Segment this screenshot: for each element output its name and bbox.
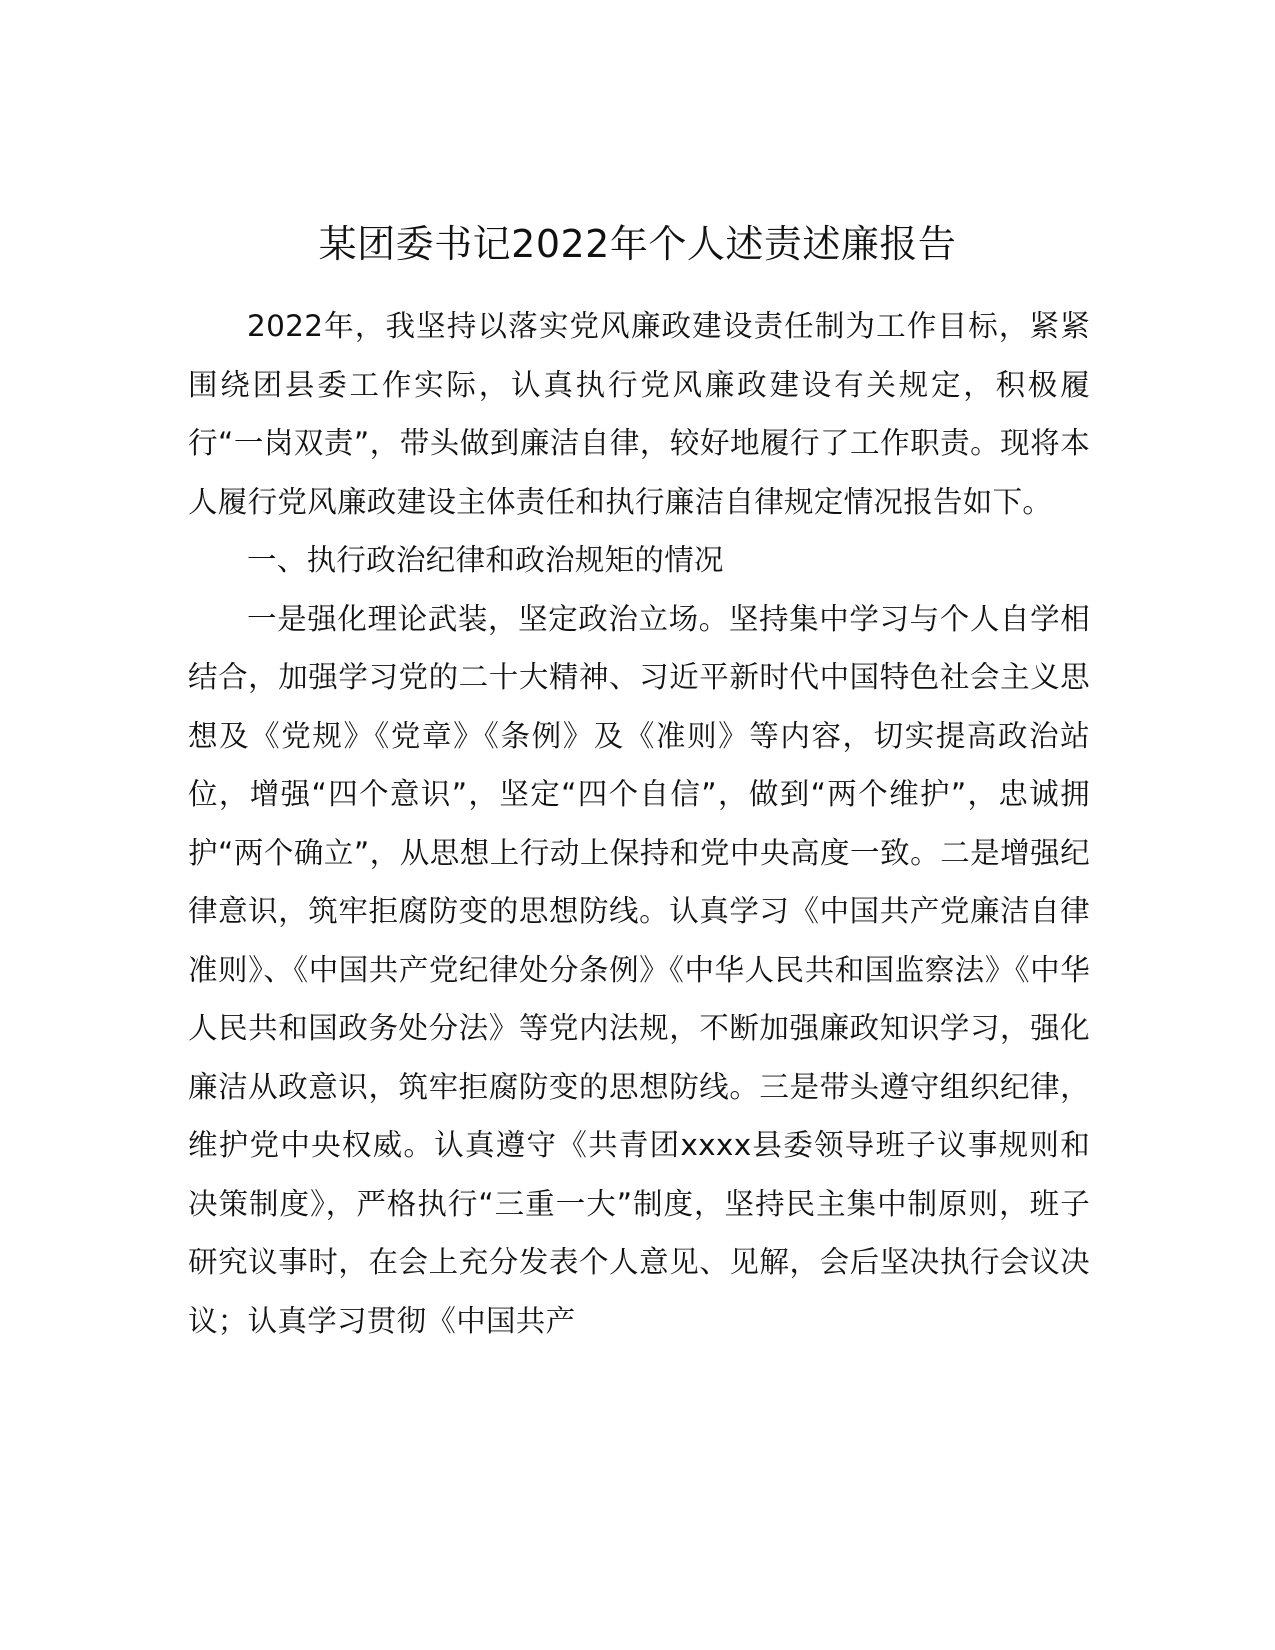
body-paragraph: 一是强化理论武装，坚定政治立场。坚持集中学习与个人自学相结合，加强学习党的二十大精神、习近平新时代中国特色社会主义思想及《党规》《党章》《条例》及《准则》等内容，切实提高政治站位，增强“四个意识”，坚定“四个自信”，做到“两个维护”，忠诚拥护“两个确立”，从思想上行动上保持和党中央高度一致。二是增强纪律意识，筑牢拒腐防变的思想防线。认真学习《中国共产党廉洁自律准则》、《中国共产党纪律处分条例》《中华人民共和国监察法》《中华人民共和国政务处分法》等党内法规，不断加强廉政知识学习，强化廉洁从政意识，筑牢拒腐防变的思想防线。三是带头遵守组织纪律，维护党中央权威。认真遵守《共青团xxxx县委领导班子议事规则和决策制度》，严格执行“三重一大”制度，坚持民主集中制原则，班子研究议事时，在会上充分发表个人意见、见解，会后坚决执行会议决议；认真学习贯彻《中国共产 [188, 601, 1090, 1338]
document-title: 某团委书记2022年个人述责述廉报告 [318, 222, 957, 266]
intro-paragraph: 2022年，我坚持以落实党风廉政建设责任制为工作目标，紧紧围绕团县委工作实际，认真执行党风廉政建设有关规定，积极履行“一岗双责”，带头做到廉洁自律，较好地履行了工作职责。现将本人履行党风廉政建设主体责任和执行廉洁自律规定情况报告如下。 [188, 309, 1090, 519]
document-body [188, 297, 1090, 1350]
section-heading-1: 一、执行政治纪律和政治规矩的情况 [247, 543, 724, 577]
